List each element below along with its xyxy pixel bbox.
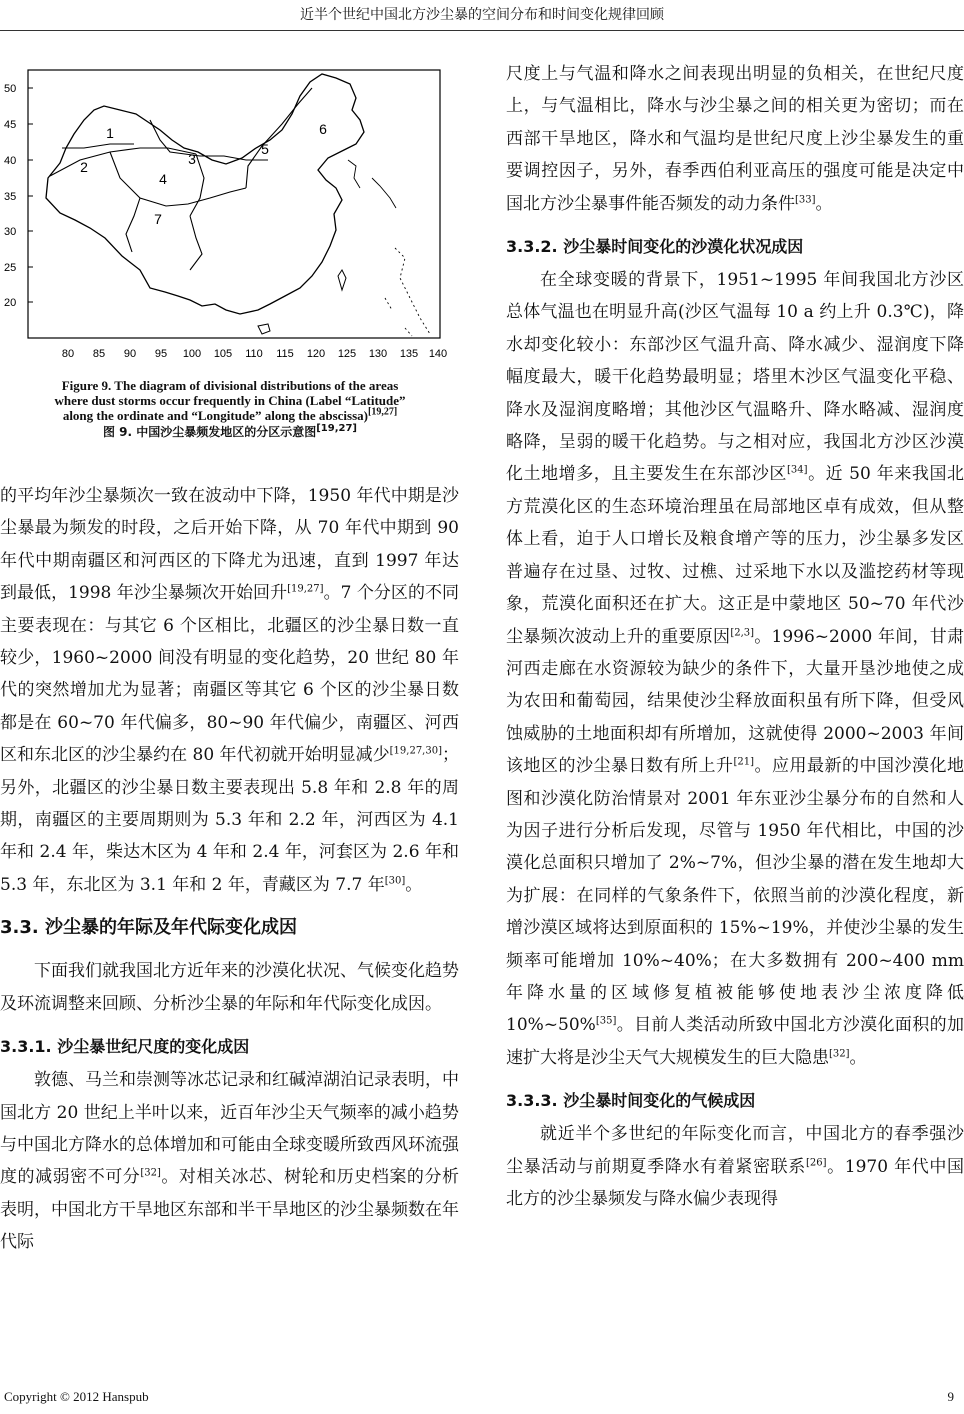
x-tick-label: 105 xyxy=(213,348,233,360)
left-column xyxy=(0,480,459,1259)
region-label: 5 xyxy=(261,141,269,157)
x-tick-label: 130 xyxy=(368,348,388,360)
y-tick-label: 20 xyxy=(4,297,17,309)
right-column xyxy=(506,58,964,1215)
coastline-detail xyxy=(348,160,396,208)
paragraph: 下面我们就我国北方近年来的沙漠化状况、气候变化趋势及环流调整来回顾、分析沙尘暴的年际和年代际变化成因。 xyxy=(0,961,459,1014)
x-tick-label: 95 xyxy=(154,348,168,360)
text-run: 。 xyxy=(405,874,423,895)
region-label: 3 xyxy=(188,151,196,167)
x-tick-label: 135 xyxy=(399,348,419,360)
text-run: 。对相关冰芯、树轮和历史档案的分析表明，中国北方干旱地区东部和半干旱地区的沙尘暴频数在年代际 xyxy=(0,1167,460,1253)
section-heading-3-3-2: 3.3.2. 沙尘暴时间变化的沙漠化状况成因 xyxy=(506,237,804,257)
region-label: 6 xyxy=(319,121,327,137)
x-tick-label: 120 xyxy=(306,348,326,360)
x-tick-label: 140 xyxy=(428,348,448,360)
citation: [32] xyxy=(140,1167,161,1179)
x-axis-ticks xyxy=(62,348,447,360)
citation: [33] xyxy=(795,193,816,205)
paragraph xyxy=(506,58,964,220)
paragraph xyxy=(0,1064,459,1258)
section-heading-3-3-3: 3.3.3. 沙尘暴时间变化的气候成因 xyxy=(506,1091,756,1111)
section-heading-3-3: 3.3. 沙尘暴的年际及年代际变化成因 xyxy=(0,917,297,939)
text-run: 。近 50 年来我国北方荒漠化区的生态环境治理虽在局部地区卓有成效，但从整体上看，迫于人口增长及粮食增产等的压力，沙尘暴多发区普遍存在过垦、过牧、过樵、过采地下水以及滥挖药材等现象，荒漠化面积还在扩大。这正是中蒙地区 50~70 年代沙尘暴频次波动上升的重要原因 xyxy=(506,464,964,647)
citation: [19,27,30] xyxy=(389,745,442,757)
y-tick-label: 40 xyxy=(4,155,17,167)
y-axis-ticks xyxy=(4,83,33,309)
caption-cn xyxy=(0,425,460,440)
text-run: 。1996~2000 年间，甘肃河西走廊在水资源较为缺少的条件下，大量开垦沙地使之成为农田和葡萄园，结果使沙尘释放面积虽有所下降，但受风蚀威胁的土地面积却有所增加，这就使得 2000~2003 年间该地区的沙尘暴日数有所上升 xyxy=(506,626,964,777)
y-tick-label: 35 xyxy=(4,191,17,203)
figure-caption xyxy=(0,378,460,440)
footer-copyright: Copyright © 2012 Hanspub xyxy=(4,1389,149,1404)
citation: [26] xyxy=(805,1156,827,1168)
caption-en-text: along the ordinate and “Longitude” along the abscissa) xyxy=(62,408,368,423)
caption-en-line-2: where dust storms occur frequently in China (Label “Latitude” xyxy=(54,393,406,408)
text-run: 的平均年沙尘暴频次一致在波动中下降，1950 年代中期是沙尘暴最为频发的时段，之后开始下降，从 70 年代中期到 90 年代中期南疆区和河西区的下降尤为迅速，直到 1997 年达到最低，1998 年沙尘暴频次开始回升 xyxy=(0,486,459,604)
citation: [2,3] xyxy=(730,626,755,638)
region-label: 2 xyxy=(80,159,88,175)
citation: [30] xyxy=(384,875,406,887)
text-run: 。目前人类活动所致中国北方沙漠化面积的加速扩大将是沙尘天气大规模发生的巨大隐患 xyxy=(506,1015,964,1068)
x-tick-label: 110 xyxy=(245,348,263,360)
text-run: 。 xyxy=(849,1047,867,1068)
section-heading-3-3-1: 3.3.1. 沙尘暴世纪尺度的变化成因 xyxy=(0,1037,250,1057)
text-run: 在全球变暖的背景下，1951~1995 年间我国北方沙区总体气温也在明显升高(沙区气温每 10 a 约上升 0.3℃)，降水却变化较小：东部沙区气温升高、降水减少、湿润度下降幅度最大，暖干化趋势最明显；塔里木沙区气温变化平稳、降水及湿润度略增；其他沙区气温略升、降水略减、湿润度略降，呈弱的暖干化趋势。与之相对应，我国北方沙区沙漠化土地增多，且主要发生在东部沙区 xyxy=(506,270,964,485)
text-run: 。7 个分区的不同主要表现在：与其它 6 个区相比，北疆区的沙尘暴日数一直较少，1960~2000 间没有明显的变化趋势，20 世纪 80 年代的突然增加尤为显著；南疆区等其它 6 个区的沙尘暴日数都是在 60~70 年代偏多，80~90 年代偏少，南疆区、河西区和东北区的沙尘暴约在 80 年代初就开始明显减少 xyxy=(0,583,459,766)
y-tick-label: 30 xyxy=(4,226,17,238)
x-tick-label: 125 xyxy=(337,348,357,360)
text-run: 敦德、马兰和崇测等冰芯记录和红碱淖湖泊记录表明，中国北方 20 世纪上半叶以来，近百年沙尘天气频率的减小趋势与中国北方降水的总体增加和可能由全球变暖所致西风环流强度的减弱密不可分 xyxy=(0,1070,459,1188)
header-rule xyxy=(0,30,964,31)
region-label: 1 xyxy=(106,125,114,141)
figure-map xyxy=(0,48,470,373)
y-tick-label: 50 xyxy=(4,83,17,95)
running-header: 近半个世纪中国北方沙尘暴的空间分布和时间变化规律回顾 xyxy=(300,7,664,23)
y-tick-label: 25 xyxy=(4,262,17,274)
text-run: 就近半个多世纪的年际变化而言，中国北方的春季强沙尘暴活动与前期夏季降水有着紧密联系 xyxy=(506,1124,964,1177)
y-tick-label: 45 xyxy=(4,119,17,131)
text-run: 。1970 年代中国北方的沙尘暴频发与降水偏少表现得 xyxy=(506,1156,964,1209)
text-run: ；另外，北疆区的沙尘暴日数主要表现出 5.8 年和 2.8 年的周期，南疆区的主要周期则为 5.3 年和 2.2 年，河西区为 4.1 年和 2.4 年，柴达木区为 4 年和 2.4 年，河套区为 2.6 年和 5.3 年，东北区为 3.1 年和 2 年，青藏区为 7.7 年 xyxy=(0,745,459,895)
region-labels xyxy=(80,121,327,227)
china-outline xyxy=(46,74,364,314)
citation: [19,27] xyxy=(316,423,358,434)
region-label: 4 xyxy=(159,171,167,187)
paragraph xyxy=(506,264,964,1074)
x-tick-label: 115 xyxy=(276,348,294,360)
paragraph xyxy=(506,1118,964,1215)
paragraph xyxy=(0,480,459,901)
x-tick-label: 90 xyxy=(123,348,137,360)
text-run: 。 xyxy=(815,193,833,214)
region-label: 7 xyxy=(154,211,162,227)
page-number: 9 xyxy=(947,1389,954,1404)
hainan-outline xyxy=(258,324,270,334)
citation: [35] xyxy=(595,1015,617,1027)
text-run: 尺度上与气温和降水之间表现出明显的负相关，在世纪尺度上，与气温相比，降水与沙尘暴之间的相关更为密切；而在西部干旱地区，降水和气温均是世纪尺度上沙尘暴发生的重要调控因子，另外，春季西伯利亚高压的强度可能是决定中国北方沙尘暴事件能否频发的动力条件 xyxy=(506,64,964,214)
citation: [34] xyxy=(786,464,808,476)
caption-en-line-1: Figure 9. The diagram of divisional distributions of the areas xyxy=(61,378,399,393)
citation: [32] xyxy=(829,1048,850,1060)
islands-detail xyxy=(385,248,430,336)
map-frame xyxy=(28,70,440,338)
citation: [21] xyxy=(733,756,755,768)
x-tick-label: 80 xyxy=(61,348,75,360)
taiwan-outline xyxy=(338,270,346,290)
x-tick-label: 100 xyxy=(182,348,202,360)
caption-en-line-3 xyxy=(0,408,460,423)
citation: [19,27] xyxy=(287,583,324,595)
text-run: 。应用最新的中国沙漠化地图和沙漠化防治情景对 2001 年东亚沙尘暴分布的自然和人为因子进行分析后发现，尽管与 1950 年代相比，中国的沙漠化总面积只增加了 2%~7%，但沙尘暴的潜在发生地却大为扩展：在同样的气象条件下，依照当前的沙漠化程度，新增沙漠区域将达到原面积的 15%~19%，并使沙尘暴的发生频率可能增加 10%~40%；在大多数拥有 200~400 mm 年降水量的区域修复植被能够使地表沙尘浓度降低 10%~50% xyxy=(506,756,964,1036)
x-tick-label: 85 xyxy=(92,348,106,360)
citation: [19,27] xyxy=(368,406,398,418)
caption-cn-text: 图 9. 中国沙尘暴频发地区的分区示意图 xyxy=(102,425,317,439)
